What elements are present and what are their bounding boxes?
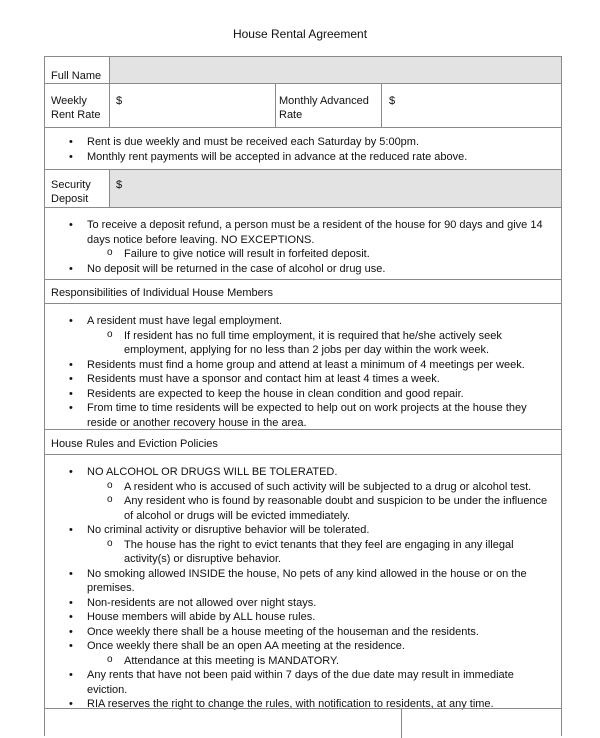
house-rules-list [65, 465, 557, 712]
responsibilities-heading: Responsibilities of Individual House Members [51, 287, 273, 299]
house-rules-heading: House Rules and Eviction Policies [51, 438, 218, 450]
list-item [65, 465, 557, 523]
list-item-text: No criminal activity or disruptive behavior will be tolerated. [87, 524, 370, 536]
deposit-terms-list [65, 218, 557, 276]
responsibilities-list [65, 314, 557, 430]
agreement-form [44, 56, 562, 736]
list-item [65, 314, 557, 358]
security-deposit-label: Security Deposit [51, 179, 91, 205]
list-item: • Once weekly there shall be a house meeting of the houseman and the residents. [65, 625, 557, 640]
sub-list-item: o A resident who is accused of such activity will be subjected to a drug or alcohol test. [87, 480, 557, 495]
weekly-rate-label: Weekly Rent Rate [51, 95, 101, 121]
list-item: • No smoking allowed INSIDE the house, No pets of any kind allowed in the house or on the premises. [65, 567, 557, 596]
list-item: • Residents must find a home group and attend at least a minimum of 4 meetings per week. [65, 358, 557, 373]
monthly-rate-label: Monthly Advanced Rate [279, 95, 369, 121]
list-item: • RIA reserves the right to change the rules, with notification to residents, at any time. [65, 697, 557, 712]
list-item-text: Once weekly there shall be an open AA meeting at the residence. [87, 640, 405, 652]
list-item: • Any rents that have not been paid within 7 days of the due date may result in immediate eviction. [65, 668, 557, 697]
list-item: • Monthly rent payments will be accepted in advance at the reduced rate above. [65, 150, 557, 165]
list-item: • Non-residents are not allowed over night stays. [65, 596, 557, 611]
sub-list-item: o The house has the right to evict tenants that they feel are engaging in any illegal activity(s) or disruptive behavior. [87, 538, 557, 567]
monthly-rate-value[interactable]: $ [389, 95, 396, 107]
list-item [65, 639, 557, 668]
security-deposit-value[interactable]: $ [116, 179, 123, 191]
full-name-field[interactable] [109, 57, 561, 83]
list-item [65, 218, 557, 262]
list-item: • Residents must have a sponsor and contact him at least 4 times a week. [65, 372, 557, 387]
list-item: • No deposit will be returned in the case of alcohol or drug use. [65, 262, 557, 277]
list-item: • House members will abide by ALL house rules. [65, 610, 557, 625]
sub-list-item: o If resident has no full time employment, it is required that he/she actively seek employment, applying for no less than 2 jobs per day within the work week. [87, 329, 557, 358]
list-item-text: A resident must have legal employment. [87, 315, 283, 327]
weekly-rate-value[interactable]: $ [116, 95, 123, 107]
document-title: House Rental Agreement [232, 27, 368, 41]
list-item [65, 523, 557, 567]
list-item: • From time to time residents will be expected to help out on work projects at the house they reside or another recovery house in the area. [65, 401, 557, 430]
full-name-label: Full Name [51, 70, 102, 82]
rent-terms-list [65, 135, 557, 164]
security-deposit-field[interactable] [110, 170, 561, 207]
list-item: • Residents are expected to keep the house in clean condition and good repair. [65, 387, 557, 402]
sub-list-item: o Attendance at this meeting is MANDATORY. [87, 654, 557, 669]
sub-list-item: o Failure to give notice will result in forfeited deposit. [87, 247, 557, 262]
list-item-text: NO ALCOHOL OR DRUGS WILL BE TOLERATED. [87, 466, 338, 478]
list-item: • Rent is due weekly and must be received each Saturday by 5:00pm. [65, 135, 557, 150]
sub-list-item: o Any resident who is found by reasonable doubt and suspicion to be under the influence of alcohol or drugs will be evicted immediately. [87, 494, 557, 523]
list-item-text: To receive a deposit refund, a person must be a resident of the house for 90 days and give 14 days notice before leaving. NO EXCEPTIONS. [87, 219, 543, 246]
